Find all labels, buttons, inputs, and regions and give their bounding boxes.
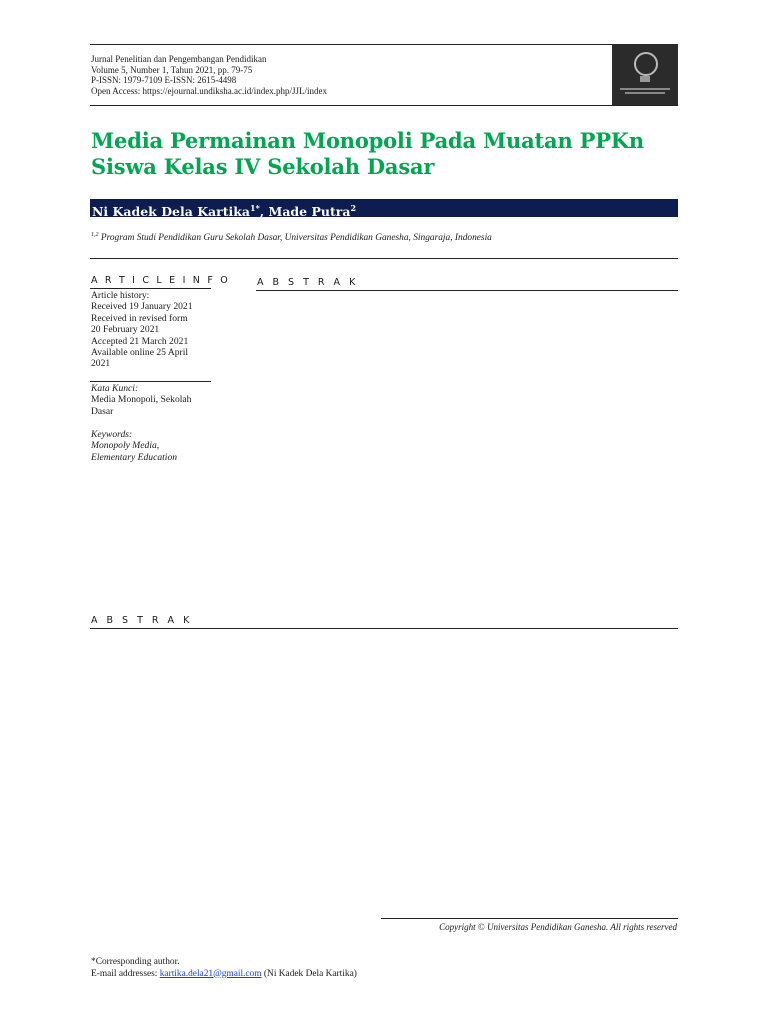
article-title: Media Permainan Monopoli Pada Muatan PPKn Siswa Kelas IV Sekolah Dasar bbox=[91, 128, 644, 179]
accepted-date: Accepted 21 March 2021 bbox=[91, 335, 189, 347]
online-year: 2021 bbox=[91, 358, 111, 370]
keywords-value-2: Elementary Education bbox=[91, 451, 178, 463]
article-info-heading: A R T I C L E I N F O bbox=[91, 275, 230, 286]
kata-kunci-value-2: Dasar bbox=[91, 405, 114, 417]
author-2-mark: 2 bbox=[350, 203, 357, 213]
header-top-rule bbox=[90, 44, 678, 45]
corresponding-info bbox=[91, 957, 357, 980]
history-rule bbox=[90, 381, 211, 382]
corresponding-author-label: *Corresponding author. bbox=[91, 957, 180, 967]
journal-name: Jurnal Penelitian dan Pengembangan Pendidikan bbox=[91, 54, 267, 64]
email-label: E-mail addresses: bbox=[91, 968, 160, 979]
revised-label: Received in revised form bbox=[91, 312, 188, 324]
article-history bbox=[91, 290, 211, 370]
journal-access: Open Access: https://ejournal.undiksha.ac.id/index.php/JJL/index bbox=[91, 85, 327, 96]
cover-caption bbox=[620, 88, 670, 94]
author-1: Ni Kadek Dela Kartika bbox=[92, 204, 251, 220]
kata-kunci-value-1: Media Monopoli, Sekolah bbox=[91, 394, 192, 406]
header-bottom-rule bbox=[90, 105, 678, 106]
journal-volume: Volume 5, Number 1, Tahun 2021, pp. 79-75 bbox=[91, 64, 253, 75]
journal-info bbox=[91, 54, 327, 96]
online-label: Available online 25 April bbox=[91, 347, 189, 359]
author-2: Made Putra bbox=[268, 204, 351, 220]
history-label: Article history: bbox=[91, 290, 150, 301]
author-1-mark: 1* bbox=[250, 203, 260, 213]
copyright-rule bbox=[381, 918, 678, 919]
keywords-block bbox=[91, 429, 211, 463]
keywords-label: Keywords: bbox=[91, 429, 133, 440]
copyright-notice: Copyright © Universitas Pendidikan Ganesha. All rights reserved bbox=[439, 922, 677, 932]
affiliation-rule bbox=[90, 258, 678, 259]
abstract-heading-indonesian: A B S T R A K bbox=[257, 277, 359, 288]
received-date: Received 19 January 2021 bbox=[91, 301, 193, 313]
article-info-rule bbox=[90, 288, 211, 289]
email-owner: (Ni Kadek Dela Kartika) bbox=[261, 968, 357, 979]
revised-date: 20 February 2021 bbox=[91, 324, 160, 336]
journal-issn: P-ISSN: 1979-7109 E-ISSN: 2615-4498 bbox=[91, 75, 237, 86]
affiliation-marks: 1,2 bbox=[91, 232, 99, 238]
author-separator: , bbox=[259, 204, 269, 220]
kata-kunci-block bbox=[91, 383, 211, 417]
lightbulb-base bbox=[640, 76, 650, 82]
authors-line bbox=[92, 200, 356, 220]
abstract-heading-english: A B S T R A K bbox=[91, 615, 193, 626]
email-line bbox=[91, 969, 357, 981]
abstract-rule-2 bbox=[90, 628, 678, 629]
kata-kunci-label: Kata Kunci: bbox=[91, 383, 139, 394]
email-link[interactable]: kartika.dela21@gmail.com bbox=[159, 968, 262, 979]
lightbulb-icon bbox=[634, 52, 658, 76]
affiliation-text: Program Studi Pendidikan Guru Sekolah Dasar, Universitas Pendidikan Ganesha, Singaraja, Indonesia bbox=[100, 233, 492, 244]
abstract-rule-1 bbox=[256, 290, 678, 291]
affiliation bbox=[91, 232, 492, 243]
journal-cover-image bbox=[612, 44, 678, 106]
keywords-value-1: Monopoly Media, bbox=[91, 440, 160, 452]
